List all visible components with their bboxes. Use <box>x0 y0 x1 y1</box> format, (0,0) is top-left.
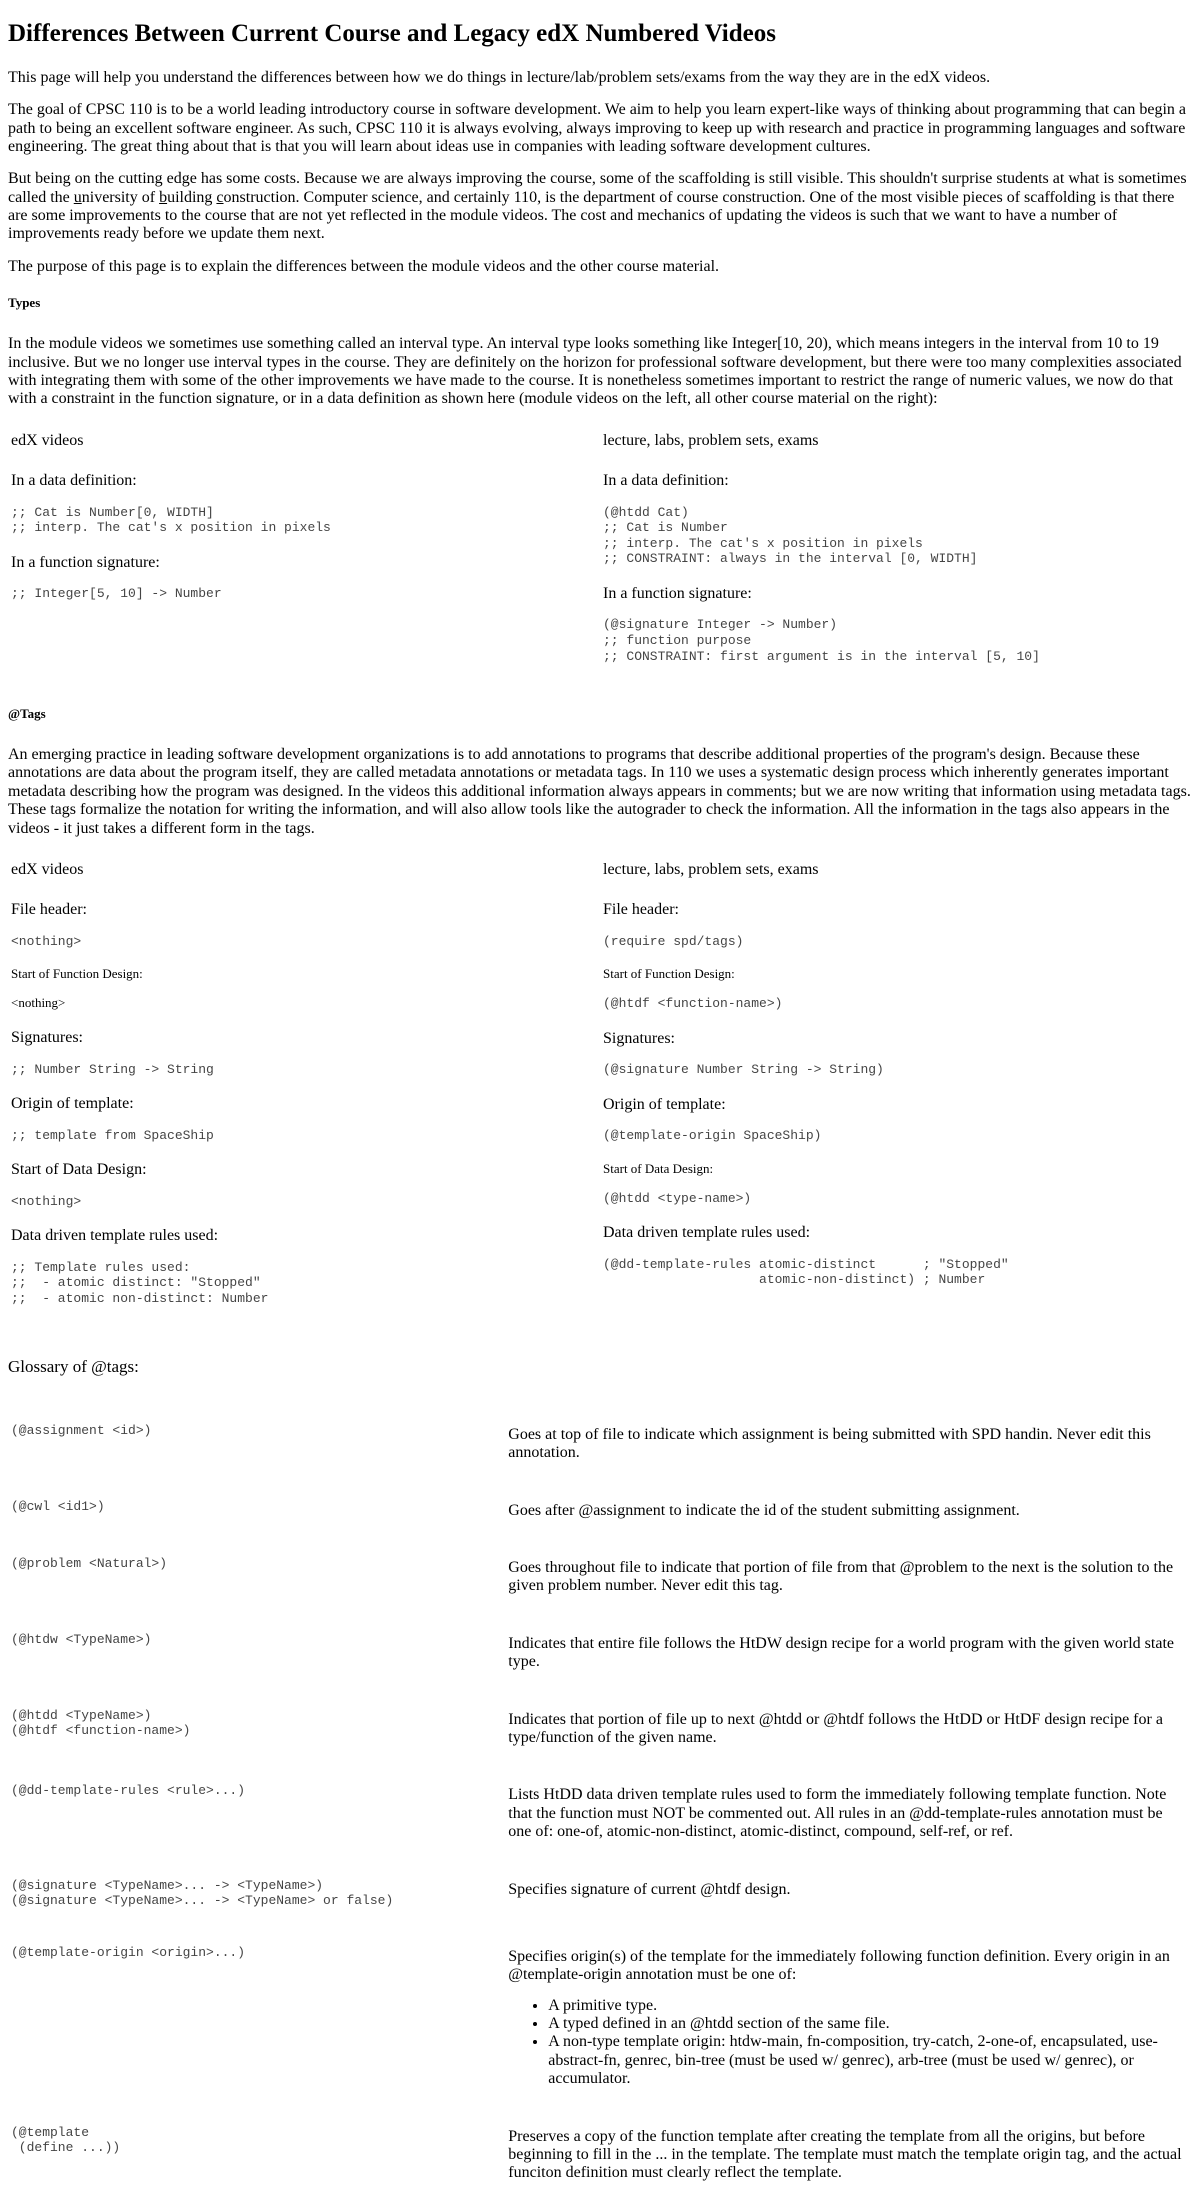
tags-right-column <box>600 850 1192 1327</box>
glossary-row <box>8 1483 1192 1540</box>
types-right-fn-code: (@signature Integer -> Number) ;; function purpose ;; CONSTRAINT: first argument is in the interval [5, 10] <box>603 617 1040 664</box>
glossary-tag: (@problem <Natural>) <box>11 1556 168 1572</box>
types-right-fn-sig-label: In a function signature: <box>603 584 752 602</box>
glossary-tag-cell <box>8 1692 505 1768</box>
tags-left-start-data-label: Start of Data Design: <box>11 1161 147 1179</box>
origin-list-item: • A typed defined in an @htdd section of the same file. <box>548 2015 1189 2033</box>
tags-left-column <box>8 850 600 1327</box>
glossary-desc-cell <box>505 1929 1192 2109</box>
origin-list <box>508 1997 1189 2089</box>
glossary-table <box>8 1407 1192 2203</box>
tags-left-start-fn-label: Start of Function Design: <box>11 966 143 982</box>
tags-left-file-header-label: File header: <box>11 901 87 919</box>
types-left-fn-code: ;; Integer[5, 10] -> Number <box>11 586 222 602</box>
glossary-desc: Indicates that portion of file up to next @htdd or @htdf follows the HtDD or HtDF design recipe for a type/function of the given name. <box>508 1710 1163 1747</box>
tags-right-rules-label: Data driven template rules used: <box>603 1224 811 1242</box>
intro-p3-text-d: onstruction. Computer science, and certainly 110, is the department of course construction. One of the most visible pieces of scaffolding is that there are some improvements to the course that are not yet reflected in the module videos. The cost and mechanics of updating the videos is such that we want to have a number of improvements ready before we update them next. <box>8 188 1175 243</box>
intro-paragraph-1: This page will help you understand the differences between how we do things in lecture/lab/problem sets/exams from the way they are in the edX videos. <box>8 68 991 86</box>
intro-p3-text-c: uilding <box>167 188 217 206</box>
tags-left-signatures-label: Signatures: <box>11 1029 83 1047</box>
types-right-column <box>600 421 1192 685</box>
tags-paragraph: An emerging practice in leading software development organizations is to add annotations to programs that describe additional properties of the program's design. Because these annotations are data about the program itself, they are called metadata annotations or metadata tags. In 110 we uses a systematic design process which inherently generates important metadata describing how the program was designed. In the videos this additional information always appears in comments; but we are now writing that information using metadata tags. These tags formalize the notation for writing the information, and will also allow tools like the autograder to check the information. All the information in the tags also appears in the videos - it just takes a different form in the tags. <box>8 746 1191 837</box>
intro-paragraph-3 <box>8 170 1192 244</box>
intro-paragraph-4: The purpose of this page is to explain the differences between the module videos and the other course material. <box>8 257 720 275</box>
glossary-row <box>8 1540 1192 1616</box>
underline-u: u <box>73 188 82 206</box>
glossary-tag-cell <box>8 1540 505 1616</box>
glossary-row <box>8 1692 1192 1768</box>
types-heading: Types <box>8 295 41 311</box>
glossary-desc: Specifies origin(s) of the template for the immediately following function definition. Every origin in an @template-origin annotation must be one of: <box>508 1947 1170 1984</box>
origin-list-item: • A primitive type. <box>548 1997 1189 2015</box>
glossary-tag-cell <box>8 1767 505 1861</box>
types-right-head: lecture, labs, problem sets, exams <box>603 431 819 449</box>
intro-paragraph-2: The goal of CPSC 110 is to be a world leading introductory course in software development. We aim to help you learn expert-like ways of thinking about programming that can begin a path to being an excellent software engineer. As such, CPSC 110 it is always evolving, always improving to keep up with research and practice in programming languages and software engineering. The great thing about that is that you will learn about ideas use in companies with leading software development cultures. <box>8 101 1186 155</box>
page-title: Differences Between Current Course and Legacy edX Numbered Videos <box>8 20 776 47</box>
types-comparison-table <box>8 421 1192 685</box>
glossary-desc: Lists HtDD data driven template rules used to form the immediately following template function. Note that the function must NOT be commented out. All rules in an @dd-template-rules annotation must be one of: one-of, atomic-non-distinct, atomic-distinct, compound, self-ref, or ref. <box>508 1786 1167 1841</box>
glossary-tag: (@assignment <id>) <box>11 1422 152 1438</box>
glossary-tag-cell <box>8 1862 505 1929</box>
glossary-tag-cell <box>8 2109 505 2203</box>
tags-left-origin-label: Origin of template: <box>11 1095 134 1113</box>
tags-left-origin: ;; template from SpaceShip <box>11 1127 214 1143</box>
tags-right-file-header-label: File header: <box>603 901 679 919</box>
tags-left-start-data: <nothing> <box>11 1193 82 1209</box>
glossary-tag: (@htdw <TypeName>) <box>11 1631 152 1647</box>
tags-right-origin-label: Origin of template: <box>603 1095 726 1113</box>
glossary-tag-cell <box>8 1483 505 1540</box>
glossary-heading: Glossary of @tags: <box>8 1357 139 1377</box>
glossary-desc: Indicates that entire file follows the HtDW design recipe for a world program with the given world state type. <box>508 1634 1174 1671</box>
types-paragraph: In the module videos we sometimes use something called an interval type. An interval type looks something like Integer[10, 20), which means integers in the interval from 10 to 19 inclusive. But we no longer use interval types in the course. They are definitely on the horizon for professional software development, but there were too many complexities associated with integrating them with some of the other improvements we have made to the course. It is nonetheless sometimes important to restrict the range of numeric values, we now do that with a constraint in the function signature, or in a data definition as shown here (module videos on the left, all other course material on the right): <box>8 335 1182 408</box>
glossary-tag-cell <box>8 1616 505 1692</box>
origin-list-item: • A non-type template origin: htdw-main, fn-composition, try-catch, 2-one-of, encapsulated, use-abstract-fn, genrec, bin-tree (must be used w/ genrec), arb-tree (must be used w/ genrec), or accumulator. <box>548 2033 1189 2088</box>
tags-right-start-fn: (@htdf <function-name>) <box>603 996 783 1012</box>
tags-right-start-data-label: Start of Data Design: <box>603 1160 714 1176</box>
glossary-tag: (@signature <TypeName>... -> <TypeName>) (@signature <TypeName>... -> <TypeName> or false) <box>11 1877 394 1909</box>
glossary-row <box>8 1929 1192 2109</box>
tags-left-file-header: <nothing> <box>11 933 82 949</box>
tags-left-rules-label: Data driven template rules used: <box>11 1227 219 1245</box>
types-left-fn-sig-label: In a function signature: <box>11 553 160 571</box>
types-left-data-code: ;; Cat is Number[0, WIDTH] ;; interp. The cat's x position in pixels <box>11 504 331 536</box>
types-left-column <box>8 421 600 685</box>
tags-right-start-data: (@htdd <type-name>) <box>603 1190 752 1206</box>
glossary-tag-cell <box>8 1407 505 1483</box>
tags-right-signatures: (@signature Number String -> String) <box>603 1062 884 1078</box>
glossary-tag: (@htdd <TypeName>) (@htdf <function-name>) <box>11 1707 191 1739</box>
glossary-row <box>8 1407 1192 1483</box>
tags-right-origin: (@template-origin SpaceShip) <box>603 1128 822 1144</box>
glossary-tag: (@template (define ...)) <box>11 2124 121 2156</box>
tags-right-file-header: (require spd/tags) <box>603 933 744 949</box>
intro-p3-text-b: niversity of <box>81 188 160 206</box>
tags-left-start-fn: <nothing> <box>11 995 66 1011</box>
glossary-row <box>8 1767 1192 1861</box>
tags-left-signatures: ;; Number String -> String <box>11 1061 214 1077</box>
glossary-tag-cell <box>8 1929 505 2109</box>
types-left-head: edX videos <box>11 431 84 449</box>
intro-p3-text-a: But being on the cutting edge has some costs. Because we are always improving the course, some of the scaffolding is still visible. This shouldn't surprise students at what is sometimes called the <box>8 170 1187 206</box>
types-left-data-def-label: In a data definition: <box>11 472 137 490</box>
glossary-tag: (@dd-template-rules <rule>...) <box>11 1783 246 1799</box>
tags-right-rules: (@dd-template-rules atomic-distinct ; "Stopped" atomic-non-distinct) ; Number <box>603 1256 1009 1288</box>
underline-b: b <box>159 188 168 206</box>
glossary-row <box>8 2109 1192 2203</box>
glossary-desc: Specifies signature of current @htdf design. <box>508 1880 791 1898</box>
glossary-desc: Preserves a copy of the function template after creating the template from all the origins, but before beginning to fill in the ... in the template. The template must match the template origin tag, and the actual funciton definition must clearly reflect the template. <box>508 2127 1182 2182</box>
glossary-desc: Goes at top of file to indicate which assignment is being submitted with SPD handin. Never edit this annotation. <box>508 1425 1151 1462</box>
glossary-tag: (@cwl <id1>) <box>11 1498 105 1514</box>
tags-right-signatures-label: Signatures: <box>603 1029 675 1047</box>
tags-left-head: edX videos <box>11 860 84 878</box>
types-right-data-def-label: In a data definition: <box>603 472 729 490</box>
glossary-row <box>8 1616 1192 1692</box>
tags-right-start-fn-label: Start of Function Design: <box>603 966 735 982</box>
types-right-data-code: (@htdd Cat) ;; Cat is Number ;; interp. The cat's x position in pixels ;; CONSTRAINT: always in the interval [0, WIDTH] <box>603 504 978 567</box>
glossary-desc: Goes throughout file to indicate that portion of file from that @problem to the next is the solution to the given problem number. Never edit this tag. <box>508 1559 1174 1595</box>
glossary-tag: (@template-origin <origin>...) <box>11 1944 246 1960</box>
tags-left-rules: ;; Template rules used: ;; - atomic distinct: "Stopped" ;; - atomic non-distinct: Number <box>11 1259 269 1306</box>
tags-heading: @Tags <box>8 706 46 722</box>
underline-c: c <box>216 188 224 206</box>
tags-right-head: lecture, labs, problem sets, exams <box>603 860 819 878</box>
glossary-desc: Goes after @assignment to indicate the id of the student submitting assignment. <box>508 1501 1020 1519</box>
tags-comparison-table <box>8 850 1192 1327</box>
glossary-row <box>8 1862 1192 1929</box>
